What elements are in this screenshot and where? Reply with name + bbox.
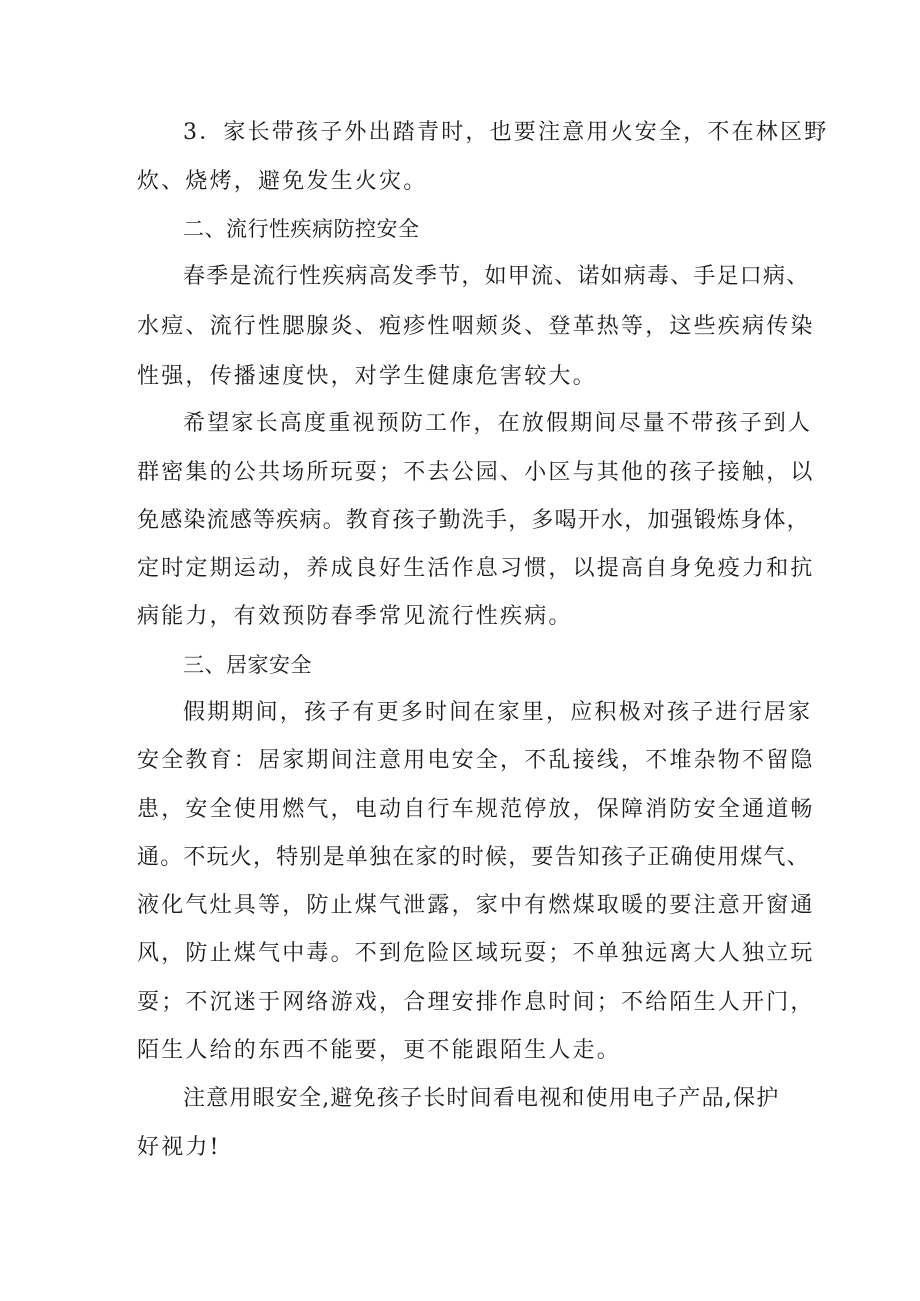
text-line: 春季是流行性疾病高发季节，如甲流、诺如病毒、手足口病、 — [183, 264, 810, 289]
section-heading-disease: 二、流行性疾病防控安全 — [183, 217, 420, 241]
text-line: 病能力，有效预防春季常见流行性疾病。 — [137, 604, 573, 629]
text-line: 希望家长高度重视预防工作，在放假期间尽量不带孩子到人 — [183, 411, 813, 436]
text-line: 患，安全使用燃气，电动自行车规范停放，保障消防安全通道畅 — [137, 797, 815, 822]
text-line: 炊、烧烤，避免发生火灾。 — [137, 169, 428, 194]
text-line: 3．家长带孩子外出踏青时，也要注意用火安全，不在林区野 — [183, 120, 829, 145]
text-line: 风，防止煤气中毒。不到危险区域玩耍；不单独远离大人独立玩 — [137, 941, 815, 966]
text-line: 水痘、流行性腮腺炎、疱疹性咽颊炎、登革热等，这些疾病传染 — [137, 314, 815, 339]
text-line: 注意用眼安全,避免孩子长时间看电视和使用电子产品,保护 — [183, 1086, 780, 1111]
section-heading-home: 三、居家安全 — [183, 653, 312, 677]
text-line: 耍；不沉迷于网络游戏，合理安排作息时间；不给陌生人开门， — [137, 990, 815, 1015]
text-line: 液化气灶具等，防止煤气泄露，家中有燃煤取暖的要注意开窗通 — [137, 893, 815, 918]
text-line: 定时定期运动，养成良好生活作息习惯，以提高自身免疫力和抗 — [137, 556, 815, 581]
text-line: 通。不玩火，特别是单独在家的时候，要告知孩子正确使用煤气、 — [137, 845, 810, 870]
text-line: 陌生人给的东西不能要，更不能跟陌生人走。 — [137, 1038, 622, 1063]
text-line: 免感染流感等疾病。教育孩子勤洗手，多喝开水，加强锻炼身体， — [137, 508, 810, 533]
text-line: 好视力! — [137, 1135, 221, 1160]
text-line: 性强，传播速度快，对学生健康危害较大。 — [137, 364, 597, 389]
text-line: 假期期间，孩子有更多时间在家里，应积极对孩子进行居家 — [183, 700, 813, 725]
text-line: 群密集的公共场所玩耍；不去公园、小区与其他的孩子接触，以 — [137, 460, 815, 485]
text-line: 安全教育：居家期间注意用电安全，不乱接线，不堆杂物不留隐 — [137, 748, 815, 773]
